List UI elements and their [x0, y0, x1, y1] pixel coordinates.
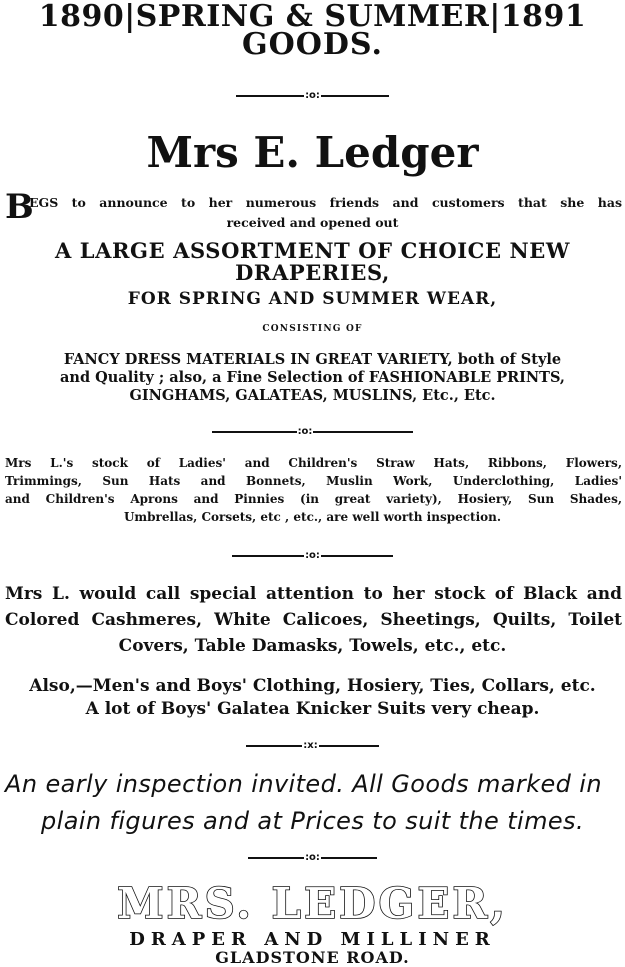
stock-line-2: Trimmings, Sun Hats and Bonnets, Muslin Work, Underclothing, Ladies' — [5, 474, 622, 488]
headline-line-1: A LARGE ASSORTMENT OF CHOICE NEW — [54, 238, 571, 263]
footer-name: MRS. LEDGER, — [117, 879, 508, 928]
mens-line-2: A lot of Boys' Galatea Knicker Suits very cheap. — [85, 699, 540, 719]
header-goods-line: GOODS. — [242, 27, 383, 62]
stock-line-4: Umbrellas, Corsets, etc , etc., are well worth inspection. — [123, 510, 502, 524]
divider-mark: :o: — [305, 550, 320, 561]
headline-line-3: FOR SPRING AND SUMMER WEAR, — [127, 289, 498, 309]
special-line-2: Colored Cashmeres, White Calicoes, Sheetings, Quilts, Toilet — [5, 610, 622, 630]
materials-line-3: GINGHAMS, GALATEAS, MUSLINS, Etc., Etc. — [129, 387, 496, 404]
mens-line-1: Also,—Men's and Boys' Clothing, Hosiery, Ties, Collars, etc. — [29, 676, 596, 696]
headline-line-2: DRAPERIES, — [235, 260, 390, 285]
divider-mark: :x: — [303, 740, 318, 751]
divider-mark: :o: — [305, 90, 320, 101]
footer-address: GLADSTONE ROAD. — [215, 948, 410, 967]
divider-3 — [0, 550, 625, 561]
advertiser-title: Mrs E. Ledger — [146, 128, 479, 177]
divider-mark: :o: — [305, 852, 320, 863]
intro-line-2: received and opened out — [226, 215, 399, 230]
divider-4 — [0, 740, 625, 751]
stock-line-3: and Children's Aprons and Pinnies (in great variety), Hosiery, Sun Shades, — [5, 492, 622, 506]
invite-line-2: plain figures and at Prices to suit the times. — [41, 807, 584, 835]
special-line-3: Covers, Table Damasks, Towels, etc., etc. — [118, 636, 507, 656]
materials-line-2: and Quality ; also, a Fine Selection of FASHIONABLE PRINTS, — [60, 369, 565, 386]
footer-trade: DRAPER AND MILLINER — [129, 929, 496, 950]
intro-line-1: EGS to announce to her numerous friends and customers that she has — [29, 195, 622, 210]
invite-line-1: An early inspection invited. All Goods marked in — [5, 770, 602, 798]
divider-2 — [0, 426, 625, 437]
header-years-line: 1890|SPRING & SUMMER|1891 — [38, 0, 587, 34]
divider-5 — [0, 852, 625, 863]
drop-cap: B — [5, 187, 34, 227]
headline-line-4: CONSISTING OF — [262, 324, 363, 334]
materials-line-1: FANCY DRESS MATERIALS IN GREAT VARIETY, both of Style — [63, 351, 562, 368]
divider-1 — [0, 90, 625, 101]
stock-line-1: Mrs L.'s stock of Ladies' and Children's Straw Hats, Ribbons, Flowers, — [5, 456, 622, 470]
divider-mark: :o: — [297, 426, 313, 437]
special-line-1: Mrs L. would call special attention to her stock of Black and — [5, 584, 622, 604]
